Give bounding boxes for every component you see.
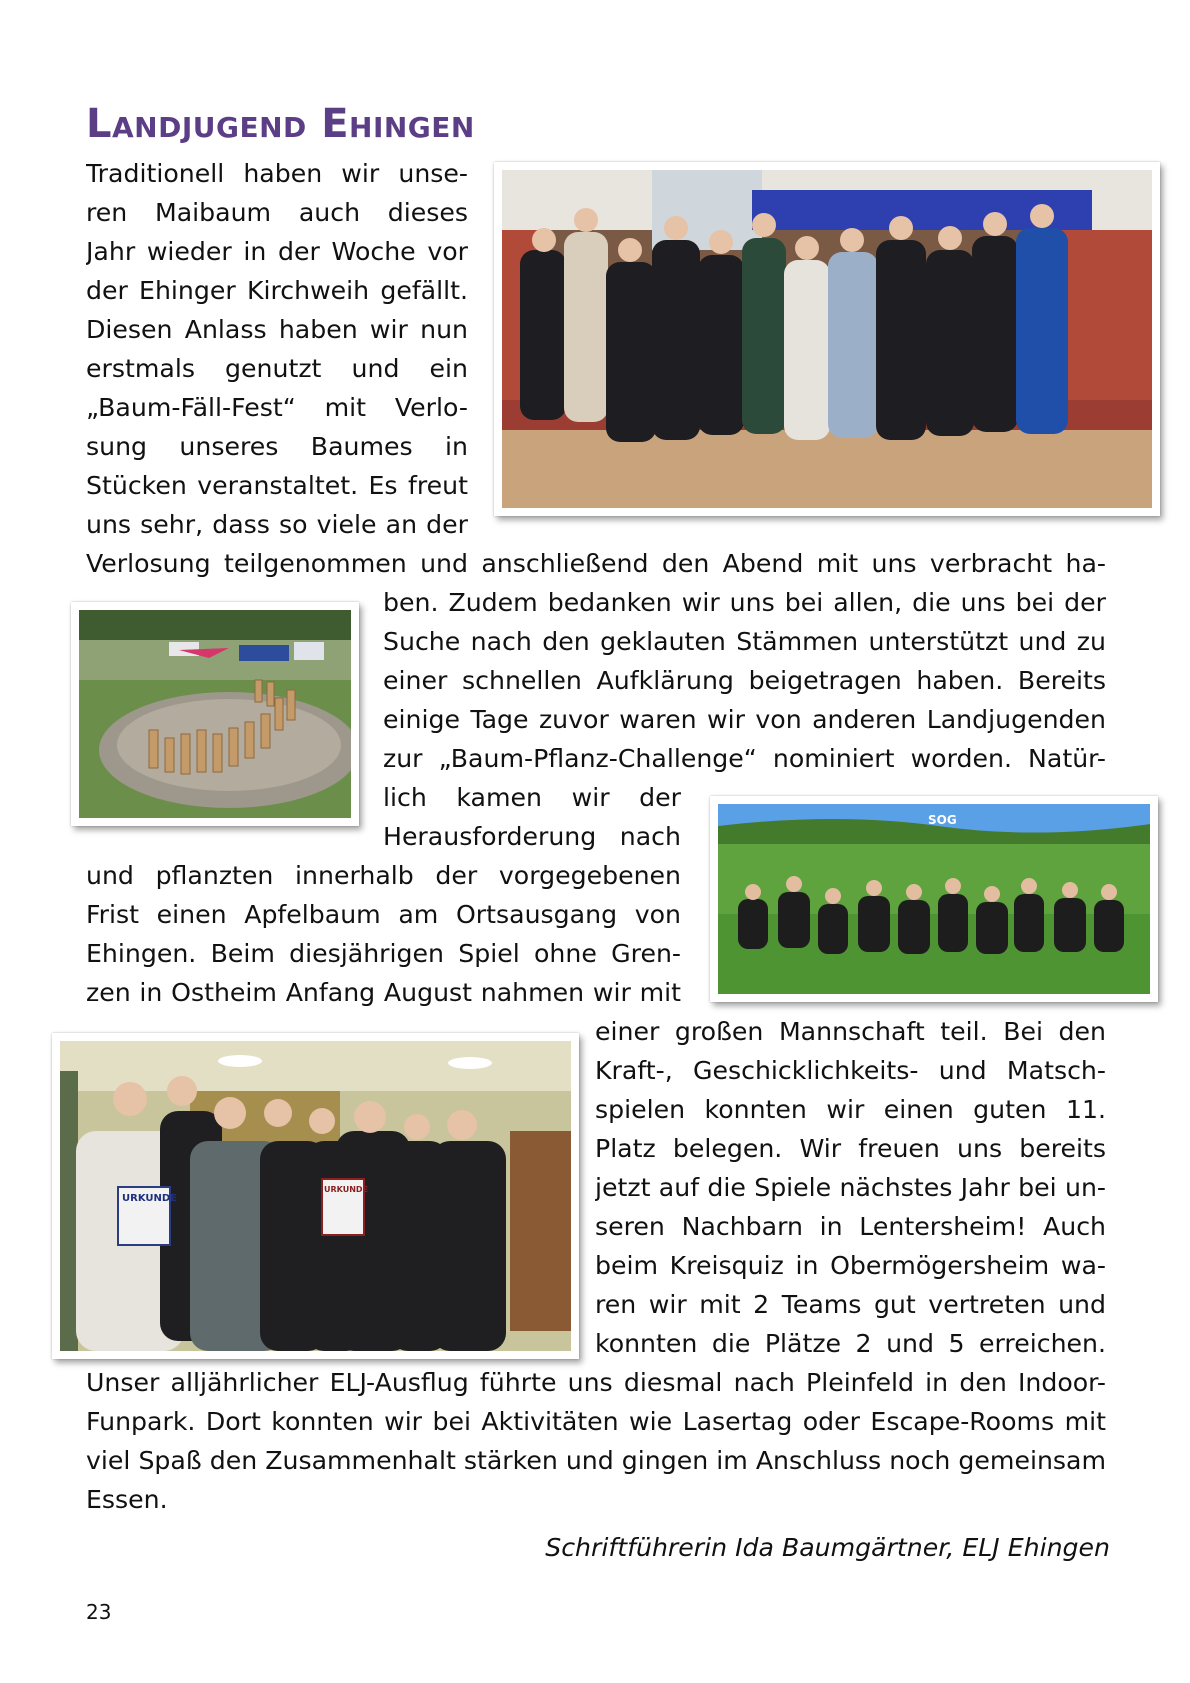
article-line: ren wir mit 2 Teams gut vertreten und	[595, 1290, 1106, 1319]
article-line: Funpark. Dort konnten wir bei Aktivitäten wie Lasertag oder Escape-Rooms mit	[86, 1407, 1106, 1436]
article-line: Diesen Anlass haben wir nun	[86, 315, 468, 344]
article-line: Ehingen. Beim diesjährigen Spiel ohne Gren-	[86, 939, 681, 968]
article-line: „Baum-Fäll-Fest“ mit Verlo-	[86, 393, 468, 422]
article-line: erstmals genutzt und ein	[86, 354, 468, 383]
article-line: Essen.	[86, 1485, 168, 1514]
article-line: beim Kreisquiz in Obermögersheim wa-	[595, 1251, 1106, 1280]
page-title: Landjugend Ehingen	[86, 101, 475, 147]
article-line: spielen konnten wir einen guten 11.	[595, 1095, 1106, 1124]
article-line: Stücken veranstaltet. Es freut	[86, 471, 468, 500]
article-line: viel Spaß den Zusammenhalt stärken und gingen im Anschluss noch gemeinsam	[86, 1446, 1106, 1475]
article-line: Herausforderung nach	[383, 822, 681, 851]
article-line: der Ehinger Kirchweih gefällt.	[86, 276, 468, 305]
article-line: Frist einen Apfelbaum am Ortsausgang von	[86, 900, 681, 929]
article-line: und pflanzten innerhalb der vorgegebenen	[86, 861, 681, 890]
article-line: konnten die Plätze 2 und 5 erreichen.	[595, 1329, 1106, 1358]
article-line: zen in Ostheim Anfang August nahmen wir mit	[86, 978, 681, 1007]
stump-circle-image	[79, 610, 351, 818]
article-line: Jahr wieder in der Woche vor	[86, 237, 468, 266]
award-group-image	[60, 1041, 571, 1351]
group-indoor-photo	[494, 162, 1160, 516]
article-line: sung unseres Baumes in	[86, 432, 468, 461]
article-line: einige Tage zuvor waren wir von anderen Landjugenden	[383, 705, 1106, 734]
article-line: seren Nachbarn in Lentersheim! Auch	[595, 1212, 1106, 1241]
author-signature: Schriftführerin Ida Baumgärtner, ELJ Ehingen	[545, 1533, 1110, 1562]
article-line: Suche nach den geklauten Stämmen unterstützt und zu	[383, 627, 1106, 656]
article-line: ben. Zudem bedanken wir uns bei allen, die uns bei der	[383, 588, 1106, 617]
article-line: uns sehr, dass so viele an der	[86, 510, 468, 539]
article-line: lich kamen wir der	[383, 783, 681, 812]
article-line: Traditionell haben wir unse-	[86, 159, 468, 188]
article-line: Kraft-, Geschicklichkeits- und Matsch-	[595, 1056, 1106, 1085]
article-line: ren Maibaum auch dieses	[86, 198, 468, 227]
certificate-left-text: URKUNDE	[122, 1193, 178, 1204]
article-line: einer schnellen Aufklärung beigetragen haben. Bereits	[383, 666, 1106, 695]
field-group-photo	[710, 796, 1158, 1002]
page-number: 23	[86, 1600, 112, 1624]
stump-circle-photo	[71, 602, 359, 826]
article-line: Platz belegen. Wir freuen uns bereits	[595, 1134, 1106, 1163]
article-line: zur „Baum-Pflanz-Challenge“ nominiert worden. Natür-	[383, 744, 1106, 773]
hillside-sign-text: SOG	[928, 813, 957, 827]
article-line: Verlosung teilgenommen und anschließend den Abend mit uns verbracht ha-	[86, 549, 1106, 578]
field-group-image	[718, 804, 1150, 994]
group-indoor-image	[502, 170, 1152, 508]
article-line: Unser alljährlicher ELJ-Ausflug führte uns diesmal nach Pleinfeld in den Indoor-	[86, 1368, 1106, 1397]
certificate-right-text: URKUNDE	[324, 1185, 369, 1194]
article-line: einer großen Mannschaft teil. Bei den	[595, 1017, 1106, 1046]
award-group-photo	[52, 1033, 579, 1359]
article-line: jetzt auf die Spiele nächstes Jahr bei un-	[595, 1173, 1106, 1202]
